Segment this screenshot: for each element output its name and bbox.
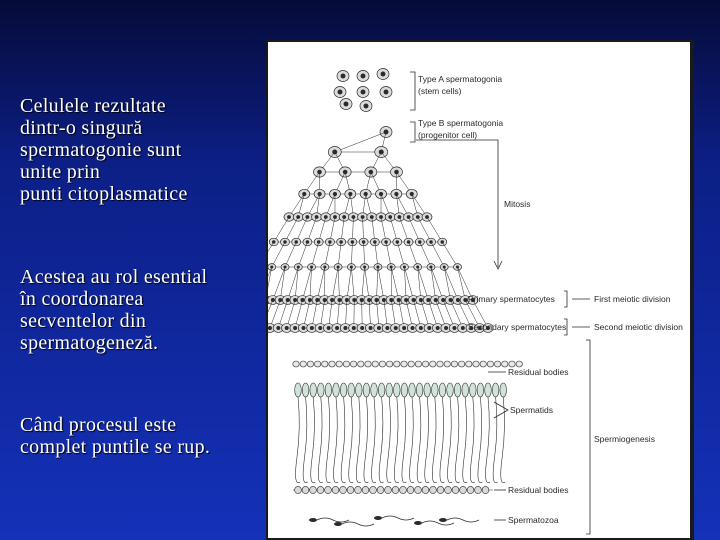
- cell-nucleus: [341, 74, 346, 79]
- residual-body: [394, 361, 400, 367]
- spermatid-tail: [501, 397, 505, 483]
- label-spermiogenesis: Spermiogenesis: [594, 434, 655, 444]
- spermatid-tail: [311, 397, 315, 483]
- lineage-line: [347, 267, 351, 300]
- residual-body: [467, 486, 474, 493]
- text-line: secventelor din: [20, 310, 147, 332]
- residual-body: [377, 486, 384, 493]
- spermatozoon-head: [374, 516, 382, 520]
- label-residual-1: Residual bodies: [508, 367, 569, 377]
- spermatozoon-head: [309, 518, 317, 522]
- spermatid: [462, 383, 469, 397]
- cell-nucleus: [315, 215, 319, 219]
- lineage-line: [442, 242, 457, 267]
- spermatid: [492, 383, 499, 397]
- residual-body: [355, 486, 362, 493]
- residual-body: [444, 361, 450, 367]
- lineage-line: [365, 267, 369, 300]
- spermatid-tail: [356, 397, 360, 483]
- cell-nucleus: [317, 240, 320, 243]
- spermatid-tail: [448, 397, 452, 483]
- cell-nucleus: [338, 90, 343, 95]
- label-mitosis: Mitosis: [504, 199, 531, 209]
- spermatid-tail: [440, 397, 444, 483]
- cell-nucleus: [385, 326, 389, 330]
- spermatid: [416, 383, 423, 397]
- spermatid-tail: [341, 397, 345, 483]
- cell-nucleus: [396, 240, 399, 243]
- residual-body: [437, 361, 443, 367]
- cell-nucleus: [427, 326, 431, 330]
- residual-body: [350, 361, 356, 367]
- spermatozoon-tail: [447, 518, 479, 522]
- cell-nucleus: [294, 240, 297, 243]
- label-type-b: Type B spermatogonia: [418, 118, 504, 128]
- label-residual-2: Residual bodies: [508, 485, 569, 495]
- label-secondary: Secondary spermatocytes: [468, 322, 567, 332]
- text-line: Când procesul este: [20, 414, 177, 436]
- spermatid-tail: [478, 397, 482, 483]
- residual-body: [480, 361, 486, 367]
- residual-body: [473, 361, 479, 367]
- spermatid: [454, 383, 461, 397]
- spermatozoon-head: [414, 521, 422, 525]
- residual-body: [430, 486, 437, 493]
- spermatid-tail: [379, 397, 383, 483]
- residual-body: [437, 486, 444, 493]
- text-line: complet puntile se rup.: [20, 436, 211, 458]
- lineage-line: [325, 242, 330, 267]
- cell-nucleus: [394, 326, 398, 330]
- cell-nucleus: [335, 326, 339, 330]
- spermatid-tail: [349, 397, 353, 483]
- label-spermatozoa: Spermatozoa: [508, 515, 559, 525]
- residual-body: [362, 486, 369, 493]
- residual-body: [314, 361, 320, 367]
- cell-nucleus: [318, 326, 322, 330]
- residual-body: [430, 361, 436, 367]
- spermatid: [310, 383, 317, 397]
- spermatid: [401, 383, 408, 397]
- spermatid-tail: [493, 397, 497, 483]
- spermatid-tail: [410, 397, 414, 483]
- residual-body: [385, 486, 392, 493]
- residual-body: [372, 361, 378, 367]
- cell-nucleus: [286, 298, 290, 302]
- residual-body: [452, 486, 459, 493]
- residual-body: [460, 486, 467, 493]
- cell-nucleus: [416, 215, 420, 219]
- spermatid: [386, 383, 393, 397]
- lineage-line: [397, 242, 404, 267]
- paragraph-role: [20, 266, 265, 354]
- residual-body: [310, 486, 317, 493]
- lineage-line: [409, 242, 418, 267]
- residual-body: [293, 361, 299, 367]
- spermatid: [318, 383, 325, 397]
- spermatogenesis-diagram: [268, 42, 692, 540]
- spermatid-tail: [334, 397, 338, 483]
- spermatid: [363, 383, 370, 397]
- cell-nucleus: [327, 326, 331, 330]
- lineage-line: [338, 267, 339, 300]
- cell-nucleus: [300, 298, 304, 302]
- residual-body: [343, 361, 349, 367]
- residual-body: [332, 486, 339, 493]
- residual-body: [307, 361, 313, 367]
- cell-nucleus: [402, 326, 406, 330]
- residual-body: [302, 486, 309, 493]
- spermatid-tail: [303, 397, 307, 483]
- spermatid-tail: [486, 397, 490, 483]
- lineage-line: [431, 267, 443, 300]
- lineage-line: [378, 267, 384, 300]
- spermatozoon-tail: [422, 521, 454, 525]
- spermatid: [394, 383, 401, 397]
- lineage-line: [444, 267, 450, 300]
- text-line: spermatogonie sunt: [20, 139, 182, 161]
- residual-body: [422, 361, 428, 367]
- residual-body: [487, 361, 493, 367]
- cell-nucleus: [310, 326, 314, 330]
- lineage-line: [444, 267, 458, 300]
- lineage-line: [280, 267, 285, 300]
- residual-body: [365, 361, 371, 367]
- paragraph-bridges: [20, 95, 265, 205]
- residual-body: [415, 486, 422, 493]
- residual-body: [407, 486, 414, 493]
- spermatozoon-tail: [342, 522, 374, 526]
- cell-nucleus: [361, 90, 366, 95]
- residual-body: [466, 361, 472, 367]
- cell-nucleus: [411, 326, 415, 330]
- lineage-line: [431, 267, 436, 300]
- text-line: Acestea au rol esential: [20, 266, 208, 288]
- residual-body: [370, 486, 377, 493]
- text-line: în coordonarea: [20, 288, 144, 310]
- residual-body: [317, 486, 324, 493]
- cell-nucleus: [296, 215, 300, 219]
- lineage-line: [362, 267, 365, 300]
- spermatid: [432, 383, 439, 397]
- cell-nucleus: [384, 90, 389, 95]
- paragraph-completion: [20, 414, 265, 458]
- spermatid-tail: [417, 397, 421, 483]
- residual-body: [379, 361, 385, 367]
- spermatid-tail: [455, 397, 459, 483]
- text-line: unite prin: [20, 161, 101, 183]
- spermatozoon-head: [334, 522, 342, 526]
- spermatozoon-tail: [382, 516, 414, 520]
- spermatid: [439, 383, 446, 397]
- residual-body: [300, 361, 306, 367]
- cell-nucleus: [271, 298, 275, 302]
- lineage-line: [391, 267, 399, 300]
- cell-nucleus: [436, 326, 440, 330]
- cell-nucleus: [364, 104, 369, 109]
- spermatid: [348, 383, 355, 397]
- lineage-line: [377, 267, 378, 300]
- spermatid: [424, 383, 431, 397]
- cell-nucleus: [315, 298, 319, 302]
- spermatid-tail: [364, 397, 368, 483]
- spermatid-tail: [387, 397, 391, 483]
- spermatid: [470, 383, 477, 397]
- spermatid: [302, 383, 309, 397]
- cell-nucleus: [343, 326, 347, 330]
- residual-body: [392, 486, 399, 493]
- spermatid: [378, 383, 385, 397]
- cell-nucleus: [419, 326, 423, 330]
- spermatid: [500, 383, 507, 397]
- residual-body: [358, 361, 364, 367]
- spermatid: [333, 383, 340, 397]
- spermatid: [477, 383, 484, 397]
- lineage-line: [332, 267, 338, 300]
- cell-nucleus: [381, 72, 386, 77]
- cell-nucleus: [360, 326, 364, 330]
- text-line: dintr-o singură: [20, 117, 143, 139]
- cell-nucleus: [426, 298, 430, 302]
- text-line: spermatogeneză.: [20, 332, 159, 354]
- spermatid: [485, 383, 492, 397]
- label-second-division: Second meiotic division: [594, 322, 683, 332]
- cell-nucleus: [283, 240, 286, 243]
- cell-nucleus: [377, 326, 381, 330]
- cell-nucleus: [276, 326, 280, 330]
- spermatid: [447, 383, 454, 397]
- spermatid: [409, 383, 416, 397]
- spermatid-tail: [318, 397, 322, 483]
- spermatid-tail: [432, 397, 436, 483]
- residual-body: [445, 486, 452, 493]
- text-line: Celulele rezultate: [20, 95, 166, 117]
- residual-body: [451, 361, 457, 367]
- lineage-line: [386, 242, 391, 267]
- cell-nucleus: [344, 102, 349, 107]
- text-line: punti citoplasmatice: [20, 183, 188, 205]
- spermatid: [371, 383, 378, 397]
- lineage-line: [317, 267, 325, 300]
- spermatid: [340, 383, 347, 397]
- lineage-line: [351, 267, 354, 300]
- cell-nucleus: [268, 326, 272, 330]
- label-primary: Primary spermatocytes: [468, 294, 555, 304]
- spermatid-tail: [326, 397, 330, 483]
- spermatid-tail: [402, 397, 406, 483]
- cell-nucleus: [452, 326, 456, 330]
- residual-body: [295, 486, 302, 493]
- label-type-b-sub: (progenitor cell): [418, 130, 478, 140]
- label-spermatids: Spermatids: [510, 405, 553, 415]
- label-first-division: First meiotic division: [594, 294, 671, 304]
- residual-body: [482, 486, 489, 493]
- spermatid: [356, 383, 363, 397]
- lineage-line: [298, 242, 307, 267]
- cell-nucleus: [461, 326, 465, 330]
- lineage-line: [458, 267, 466, 300]
- residual-body: [494, 361, 500, 367]
- residual-body: [458, 361, 464, 367]
- cell-nucleus: [306, 240, 309, 243]
- spermatid: [325, 383, 332, 397]
- residual-body: [325, 486, 332, 493]
- residual-body: [329, 361, 335, 367]
- cell-nucleus: [369, 326, 373, 330]
- residual-body: [422, 486, 429, 493]
- cell-nucleus: [407, 240, 410, 243]
- spermatid-tail: [470, 397, 474, 483]
- cell-nucleus: [361, 74, 366, 79]
- cell-nucleus: [444, 326, 448, 330]
- spermatozoon-head: [439, 518, 447, 522]
- cell-nucleus: [418, 240, 421, 243]
- residual-body: [347, 486, 354, 493]
- spermatid: [295, 383, 302, 397]
- cell-nucleus: [352, 326, 356, 330]
- residual-body: [408, 361, 414, 367]
- residual-body: [336, 361, 342, 367]
- residual-body: [415, 361, 421, 367]
- spermatogenesis-figure: [266, 40, 694, 540]
- cell-nucleus: [285, 326, 289, 330]
- spermatid-tail: [425, 397, 429, 483]
- residual-body: [386, 361, 392, 367]
- cell-nucleus: [293, 326, 297, 330]
- label-type-a-sub: (stem cells): [418, 86, 462, 96]
- spermatid-tail: [394, 397, 398, 483]
- residual-body: [475, 486, 482, 493]
- cell-nucleus: [301, 326, 305, 330]
- residual-body: [400, 486, 407, 493]
- lineage-line: [273, 267, 285, 300]
- cell-nucleus: [441, 298, 445, 302]
- label-type-a: Type A spermatogonia: [418, 74, 503, 84]
- lineage-line: [312, 242, 319, 267]
- residual-body: [322, 361, 328, 367]
- residual-body: [340, 486, 347, 493]
- spermatid-tail: [463, 397, 467, 483]
- residual-body: [401, 361, 407, 367]
- spermatid-tail: [296, 397, 300, 483]
- spermatid-tail: [372, 397, 376, 483]
- spermatozoon-tail: [317, 518, 349, 522]
